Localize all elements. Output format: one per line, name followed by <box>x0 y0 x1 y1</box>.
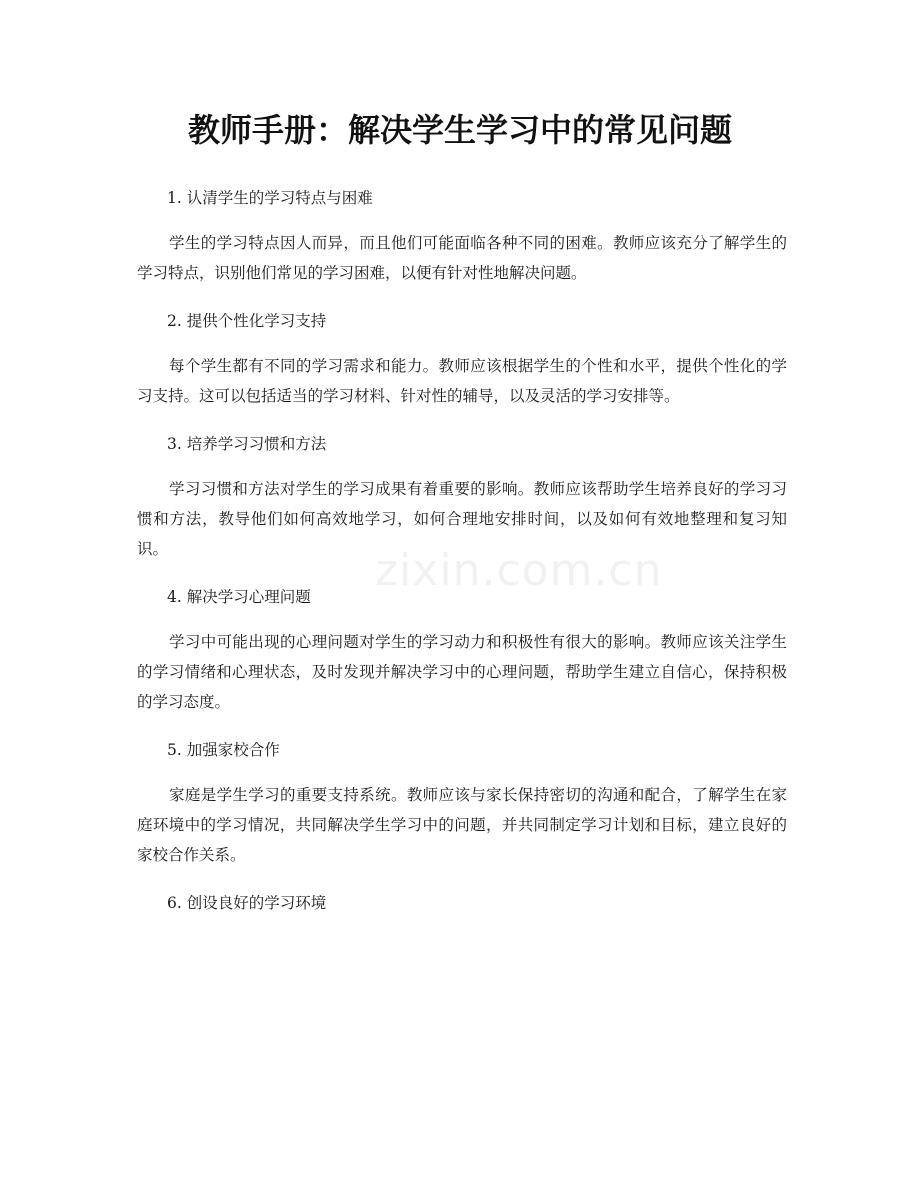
section-heading: 3. 培养学习习惯和方法 <box>167 435 327 453</box>
document-body <box>137 183 787 918</box>
section-paragraph: 学习习惯和方法对学生的学习成果有着重要的影响。教师应该帮助学生培养良好的学习习惯和方法，教导他们如何高效地学习，如何合理地安排时间，以及如何有效地整理和复习知识。 <box>137 480 787 558</box>
section-3 <box>137 429 787 582</box>
section-paragraph: 家庭是学生学习的重要支持系统。教师应该与家长保持密切的沟通和配合，了解学生在家庭环境中的学习情况，共同解决学生学习中的问题，并共同制定学习计划和目标，建立良好的家校合作关系。 <box>137 786 787 864</box>
section-5 <box>137 735 787 888</box>
section-heading: 5. 加强家校合作 <box>167 741 280 759</box>
section-6 <box>137 888 787 918</box>
section-4 <box>137 582 787 735</box>
section-heading: 4. 解决学习心理问题 <box>167 588 311 606</box>
section-paragraph: 学生的学习特点因人而异，而且他们可能面临各种不同的困难。教师应该充分了解学生的学习特点，识别他们常见的学习困难，以便有针对性地解决问题。 <box>137 234 787 282</box>
section-1 <box>137 183 787 306</box>
watermark: zixin.com.cn <box>375 545 663 596</box>
section-heading: 6. 创设良好的学习环境 <box>167 894 327 912</box>
page-title: 教师手册：解决学生学习中的常见问题 <box>187 111 732 149</box>
section-2 <box>137 306 787 429</box>
section-heading: 1. 认清学生的学习特点与困难 <box>167 189 373 207</box>
section-paragraph: 学习中可能出现的心理问题对学生的学习动力和积极性有很大的影响。教师应该关注学生的学习情绪和心理状态，及时发现并解决学习中的心理问题，帮助学生建立自信心，保持积极的学习态度。 <box>137 633 787 711</box>
section-paragraph: 每个学生都有不同的学习需求和能力。教师应该根据学生的个性和水平，提供个性化的学习支持。这可以包括适当的学习材料、针对性的辅导，以及灵活的学习安排等。 <box>137 357 787 405</box>
section-heading: 2. 提供个性化学习支持 <box>167 312 327 330</box>
